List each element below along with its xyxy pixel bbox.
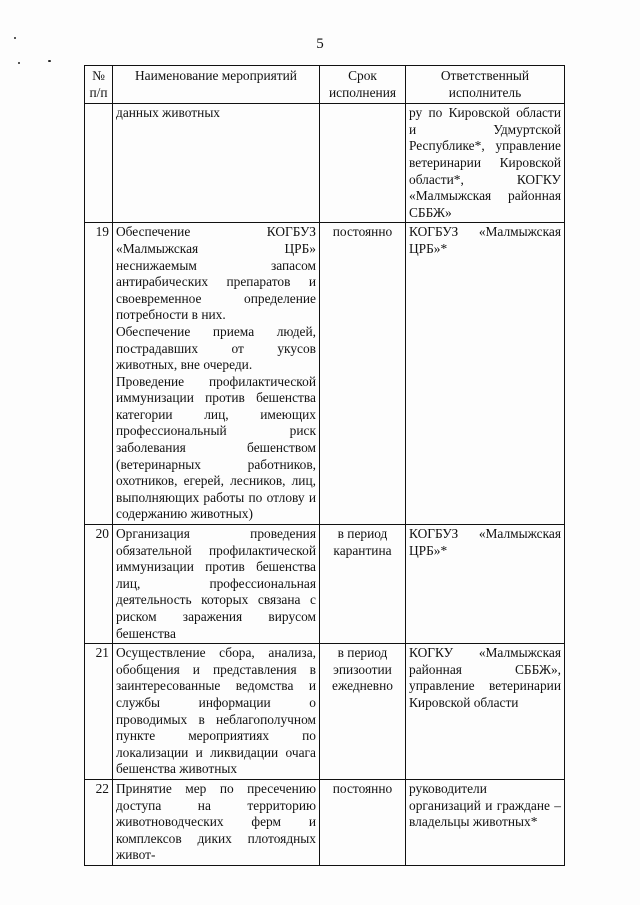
row-number: 22 [85,779,113,865]
table-row [85,223,565,525]
header-num: № п/п [85,66,113,104]
activity-text: данных животных [116,105,221,121]
table-row [85,525,565,644]
executor-cell: КОГБУЗ «Малмыжская ЦРБ»* [406,223,565,525]
header-name: Наименование мероприятий [113,66,320,104]
term-cell: постоянно [320,779,406,865]
executor-cell: руководители организаций и граждане – владельцы животных* [406,779,565,865]
scan-speck [18,62,20,64]
activity-cell [113,779,320,865]
activity-cell [113,223,320,525]
term-cell: в период карантина [320,525,406,644]
term-cell: в период эпизоотии ежедневно [320,644,406,780]
executor-cell: КОГБУЗ «Малмыжская ЦРБ»* [406,525,565,644]
activity-text: Осуществление сбора, анализа, обобщения и представления в заинтересованные ведомства и службы информации о проводимых в неблагополучном пункте мероприятиях по локализации и ликвидации очага бешенства животных [116,645,316,777]
term-cell [320,104,406,223]
plan-table [84,65,565,866]
activity-cell [113,525,320,644]
term-cell: постоянно [320,223,406,525]
scan-speck [14,37,16,39]
table-header-row [85,66,565,104]
table-row [85,779,565,865]
activity-text: Обеспечение приема людей, пострадавших от укусов животных, вне очереди. [116,323,316,373]
executor-cell: КОГКУ «Малмыжская районная СББЖ», управление ветеринарии Кировской области [406,644,565,780]
executor-cell: ру по Кировской области и Удмуртской Республике*, управление ветеринарии Кировской области*, КОГКУ «Малмыжская районная СББЖ» [406,104,565,223]
activity-text: Проведение профилактической иммунизации против бешенства категории лиц, имеющих профессиональный риск заболевания бешенством (ветеринарных работников, охотников, егерей, лесников, лиц, выполняющих работы по отлову и содержанию животных) [116,373,316,522]
row-number: 21 [85,644,113,780]
page-number: 5 [316,36,324,52]
row-number: 19 [85,223,113,525]
row-number: 20 [85,525,113,644]
row-number [85,104,113,223]
header-executor: Ответственный исполнитель [406,66,565,104]
scan-speck [48,60,51,62]
activity-text: Организация проведения обязательной профилактической иммунизации против бешенства лиц, профессиональная деятельность которых связана с риском заражения вирусом бешенства [116,526,316,641]
activity-text: Принятие мер по пресечению доступа на территорию животноводческих ферм и комплексов диких плотоядных живот- [116,780,316,863]
activity-cell [113,644,320,780]
table-row [85,644,565,780]
table-row [85,104,565,223]
header-term: Срок исполнения [320,66,406,104]
activity-text: Обеспечение КОГБУЗ «Малмыжская ЦРБ» неснижаемым запасом антирабических препаратов и своевременное определение потребности в них. [116,224,316,323]
activity-cell [113,104,320,223]
